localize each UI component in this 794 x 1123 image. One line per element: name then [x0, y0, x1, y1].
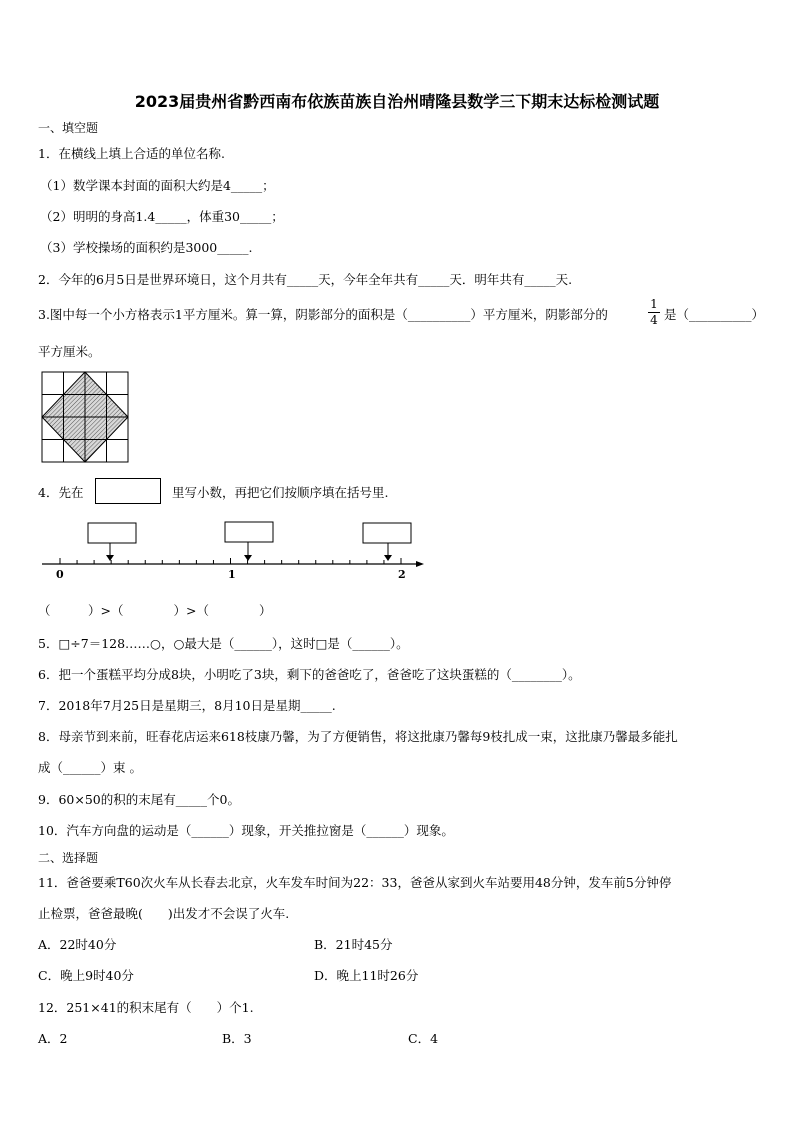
grid-figure: [42, 372, 128, 462]
question-4-before: 4．先在: [38, 485, 84, 500]
q12-option-c[interactable]: C．4: [408, 1031, 439, 1046]
arrow-marker-3: [384, 555, 392, 561]
question-1-part-3: （3）学校操场的面积约是3000_____.: [40, 240, 253, 255]
question-4-after: 里写小数，再把它们按顺序填在括号里.: [172, 485, 389, 500]
question-11-line-1: 11．爸爸要乘T60次火车从长春去北京，火车发车时间为22：33，爸爸从家到火车站要用48分钟，发车前5分钟停: [38, 875, 672, 890]
question-3-after-fraction: 是（__________）: [664, 307, 765, 322]
question-9: 9．60×50的积的末尾有_____个0。: [38, 792, 240, 807]
question-1-part-1: （1）数学课本封面的面积大约是4_____；: [40, 178, 275, 193]
option-d[interactable]: D．晚上11时26分: [314, 968, 419, 983]
axis-arrow: [416, 561, 424, 567]
option-a[interactable]: A．22时40分: [38, 937, 117, 952]
tick-label-1: 1: [228, 568, 236, 581]
answer-box[interactable]: [95, 478, 161, 504]
question-3-line-2: 平方厘米。: [38, 344, 101, 359]
question-1-part-2: （2）明明的身高1.4_____，体重30_____；: [40, 209, 284, 224]
arrow-marker-1: [106, 555, 114, 561]
number-line-box-2: [225, 522, 273, 542]
question-8-line-1: 8．母亲节到来前，旺春花店运来618枝康乃馨，为了方便销售，将这批康乃馨每9枝扎成一束，这批康乃馨最多能扎: [38, 729, 678, 744]
option-c[interactable]: C．晚上9时40分: [38, 968, 134, 983]
question-6: 6．把一个蛋糕平均分成8块，小明吃了3块，剩下的爸爸吃了，爸爸吃了这块蛋糕的（________）。: [38, 667, 581, 682]
q12-option-a[interactable]: A．2: [38, 1031, 68, 1046]
question-10: 10．汽车方向盘的运动是（______）现象，开关推拉窗是（______）现象。: [38, 823, 454, 838]
question-3-text: 3.图中每一个小方格表示1平方厘米。算一算，阴影部分的面积是（__________）平方厘米，阴影部分的: [38, 307, 608, 322]
question-7: 7．2018年7月25日是星期三，8月10日是星期_____.: [38, 698, 336, 713]
number-line-box-1: [88, 523, 136, 543]
question-1-stem: 1．在横线上填上合适的单位名称.: [38, 146, 225, 161]
question-12-stem: 12．251×41的积末尾有（ ）个1.: [38, 1000, 254, 1015]
fraction-one-quarter: [648, 298, 660, 327]
page-title: 2023届贵州省黔西南布依族苗族自治州晴隆县数学三下期末达标检测试题: [134, 92, 660, 111]
q12-option-b[interactable]: B．3: [222, 1031, 252, 1046]
tick-label-2: 2: [398, 568, 406, 581]
question-8-line-2: 成（______）束 。: [38, 760, 142, 775]
question-2: 2．今年的6月5日是世界环境日，这个月共有_____天，今年全年共有_____天．明年共有_____天.: [38, 272, 573, 287]
tick-label-0: 0: [56, 568, 64, 581]
section-heading-fill-blank: 一、填空题: [38, 121, 99, 135]
option-b[interactable]: B．21时45分: [314, 937, 393, 952]
number-line: [0, 520, 794, 580]
section-heading-choice: 二、选择题: [38, 851, 99, 865]
number-line-box-3: [363, 523, 411, 543]
fraction-numerator: 1: [650, 297, 658, 311]
fraction-denominator: 4: [650, 313, 658, 327]
question-5: 5．□÷7＝128……○，○最大是（______），这时□是（______）。: [38, 636, 409, 651]
question-11-line-2: 止检票，爸爸最晚( )出发才不会误了火车.: [38, 906, 290, 921]
question-4-order: （ ）>（ ）>（ ）: [38, 603, 272, 618]
